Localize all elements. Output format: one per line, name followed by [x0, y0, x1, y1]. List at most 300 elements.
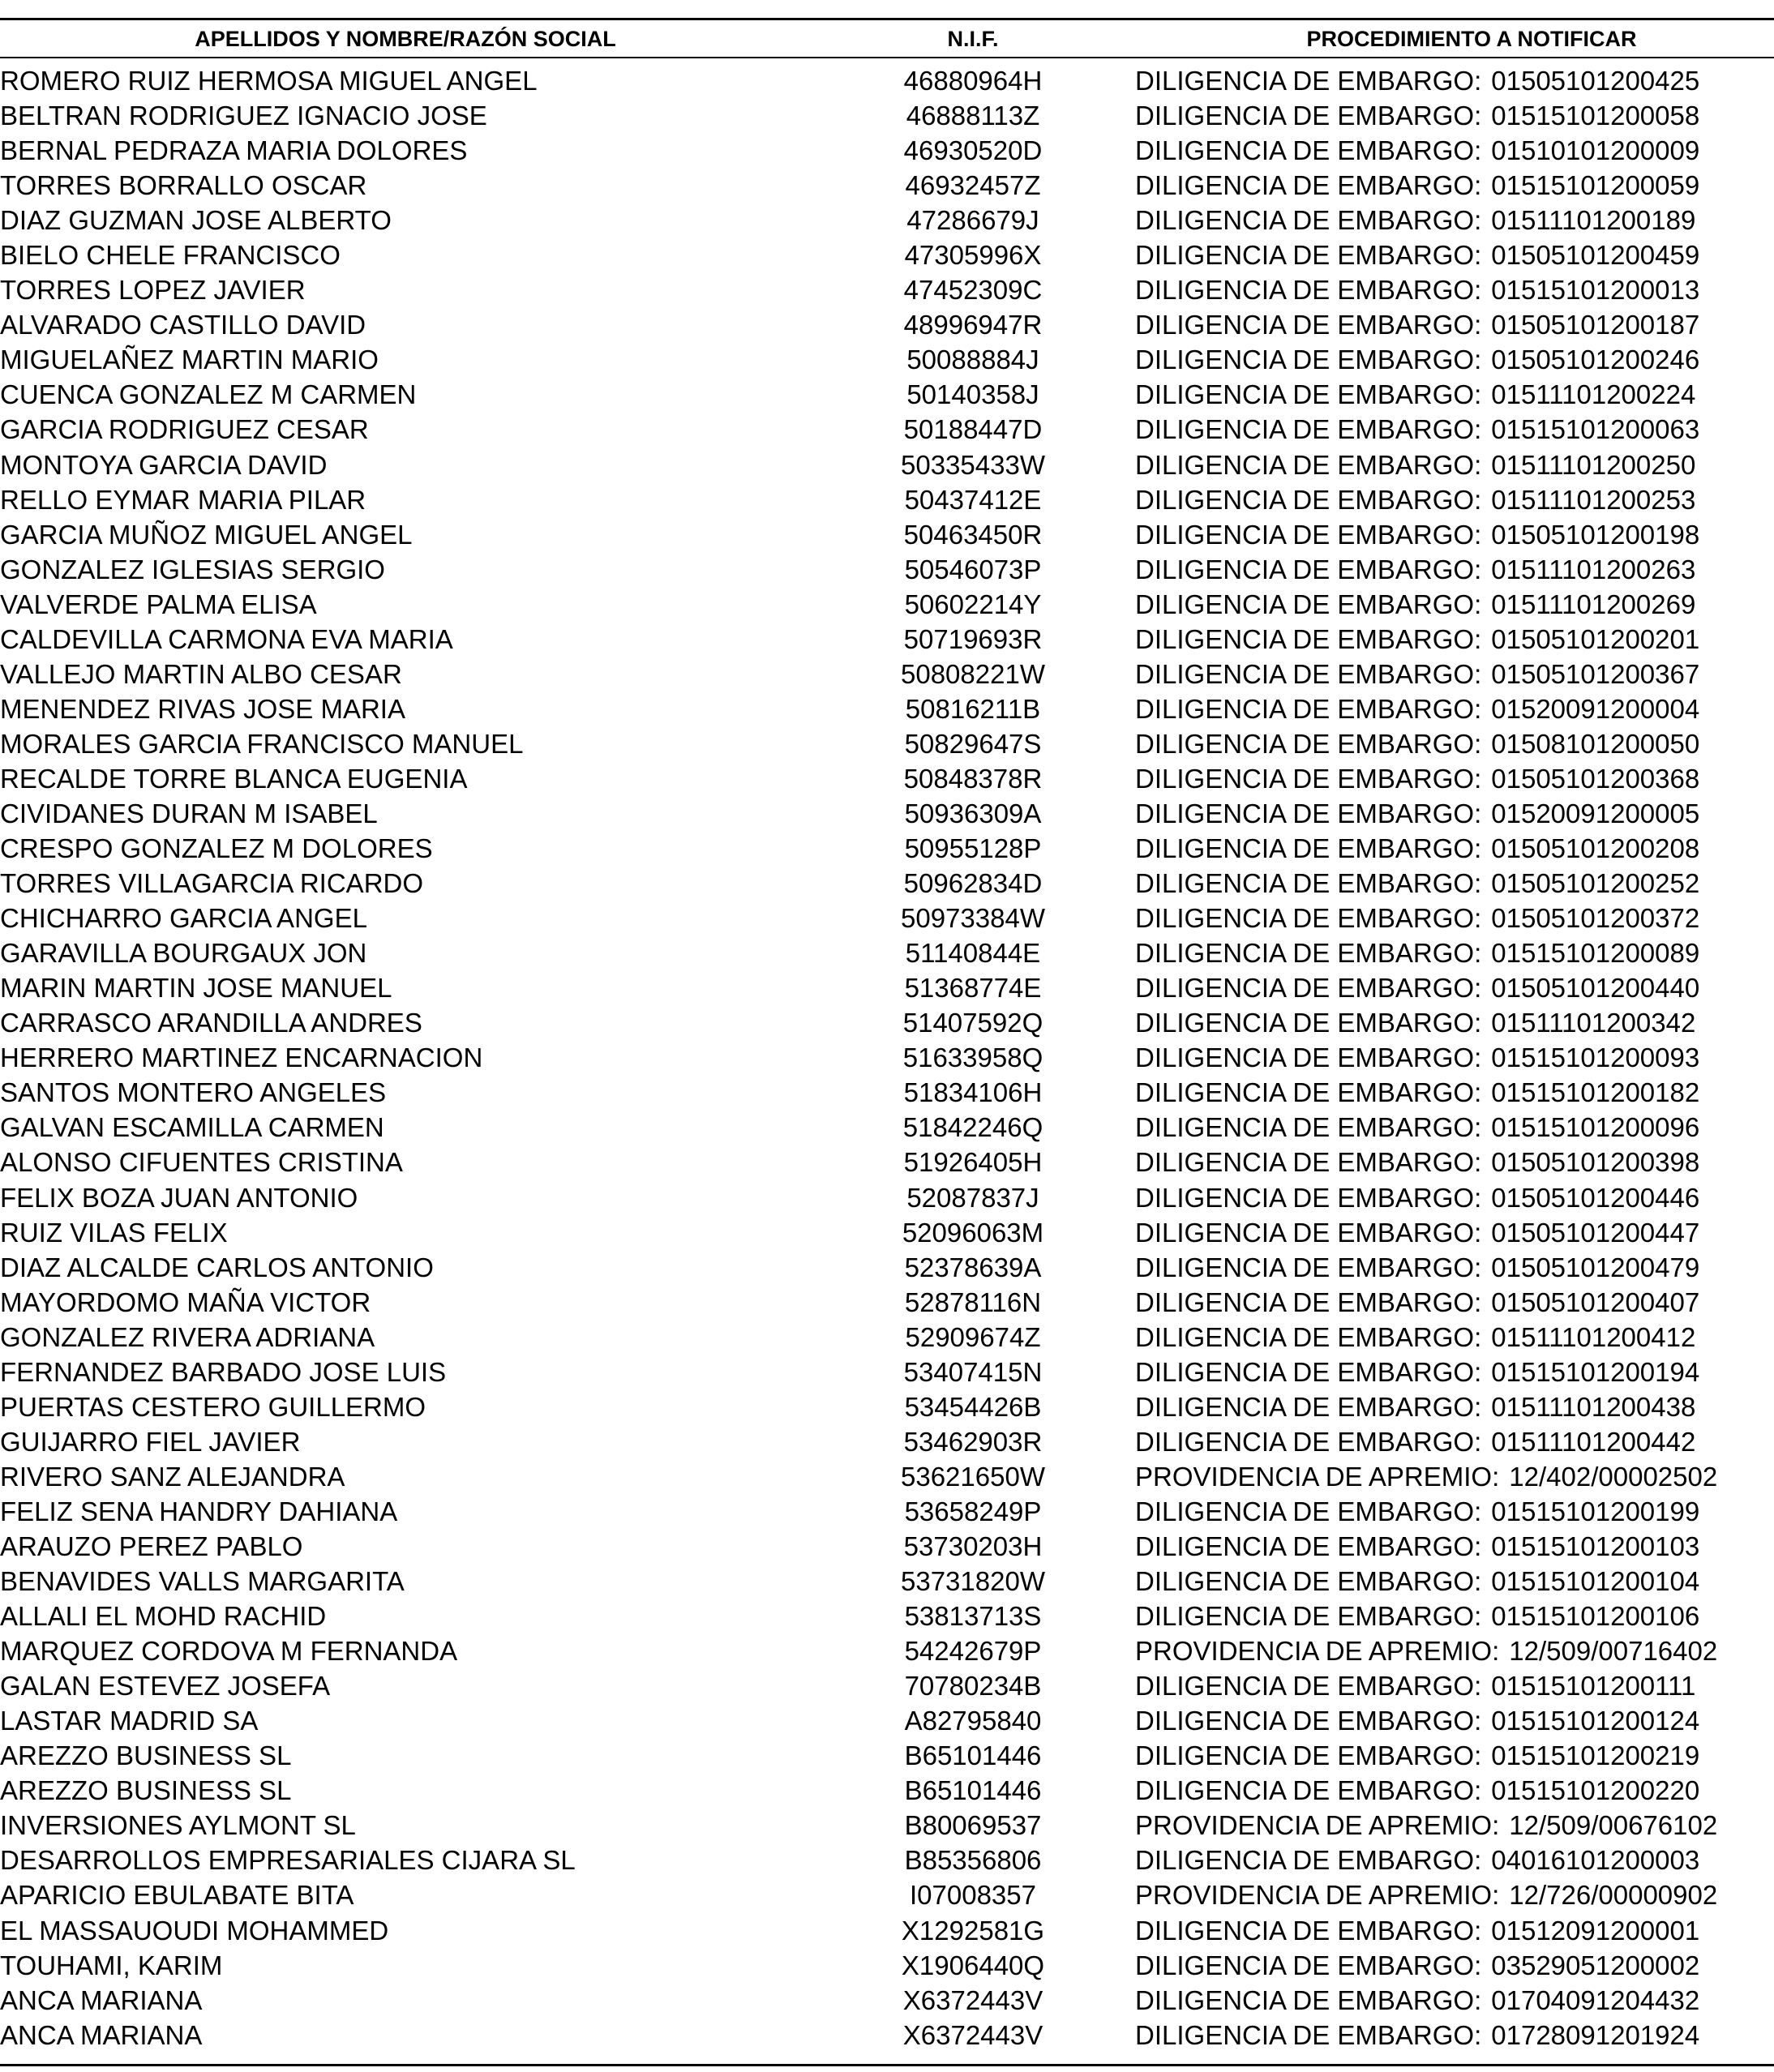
row-nif: 50829647S: [904, 728, 1042, 759]
row-name: MIGUELAÑEZ MARTIN MARIO: [0, 345, 379, 375]
row-name: VALLEJO MARTIN ALBO CESAR: [0, 658, 402, 689]
procedure-number: 01505101200252: [1491, 868, 1700, 899]
row-name: TORRES BORRALLO OSCAR: [0, 170, 367, 201]
procedure-type: DILIGENCIA DE EMBARGO:: [1135, 1915, 1482, 1946]
table-row: [0, 1355, 1774, 1389]
procedure-type: PROVIDENCIA DE APREMIO:: [1135, 1461, 1500, 1492]
procedure-type: DILIGENCIA DE EMBARGO:: [1135, 1426, 1482, 1457]
table-row: [0, 1948, 1774, 1983]
procedure-number: 01515101200111: [1491, 1671, 1696, 1702]
row-nif: A82795840: [904, 1706, 1042, 1736]
row-nif: 47305996X: [904, 240, 1042, 271]
procedure-type: DILIGENCIA DE EMBARGO:: [1135, 1740, 1482, 1771]
table-row: [0, 447, 1774, 482]
row-nif: 53407415N: [903, 1356, 1043, 1387]
row-procedure: [1135, 447, 1774, 482]
row-nif: 51633958Q: [902, 1042, 1043, 1073]
procedure-type: DILIGENCIA DE EMBARGO:: [1135, 693, 1482, 724]
row-procedure: [1135, 691, 1774, 726]
row-name: DIAZ GUZMAN JOSE ALBERTO: [0, 205, 392, 236]
row-nif: 51368774E: [904, 973, 1042, 1004]
table-row: [0, 970, 1774, 1005]
table-row: [0, 203, 1774, 238]
table-row: [0, 1180, 1774, 1215]
row-nif: 47286679J: [906, 205, 1039, 236]
row-nif: 48996947R: [903, 310, 1043, 340]
procedure-type: DILIGENCIA DE EMBARGO:: [1135, 589, 1482, 619]
row-procedure: [1135, 238, 1774, 272]
row-procedure: [1135, 1075, 1774, 1110]
procedure-number: 01511101200250: [1491, 449, 1696, 480]
table-row: [0, 2018, 1774, 2053]
procedure-number: 03529051200002: [1491, 1950, 1700, 1980]
row-name: GALAN ESTEVEZ JOSEFA: [0, 1671, 331, 1702]
row-procedure: [1135, 203, 1774, 238]
row-name: PUERTAS CESTERO GUILLERMO: [0, 1391, 426, 1422]
procedure-number: 01505101200440: [1491, 973, 1700, 1004]
procedure-type: DILIGENCIA DE EMBARGO:: [1135, 1391, 1482, 1422]
procedure-number: 01511101200412: [1491, 1321, 1696, 1352]
procedure-number: 01511101200253: [1491, 484, 1696, 515]
procedure-type: DILIGENCIA DE EMBARGO:: [1135, 938, 1482, 969]
procedure-number: 01515101200089: [1491, 938, 1700, 969]
row-nif: 51926405H: [903, 1147, 1043, 1178]
procedure-type: DILIGENCIA DE EMBARGO:: [1135, 414, 1482, 445]
procedure-number: 01515101200220: [1491, 1775, 1700, 1806]
procedure-number: 12/726/00000902: [1509, 1880, 1718, 1911]
row-procedure: [1135, 377, 1774, 412]
table-row: [0, 726, 1774, 761]
row-nif: 51834106H: [903, 1077, 1043, 1108]
row-name: CIVIDANES DURAN M ISABEL: [0, 798, 378, 828]
row-procedure: [1135, 307, 1774, 342]
procedure-number: 01512091200001: [1491, 1915, 1700, 1946]
row-name: MONTOYA GARCIA DAVID: [0, 449, 328, 480]
procedure-number: 01515101200096: [1491, 1112, 1700, 1143]
table-row: [0, 1668, 1774, 1703]
row-nif: 70780234B: [904, 1671, 1042, 1702]
table-row: [0, 1320, 1774, 1355]
table-row: [0, 935, 1774, 970]
table-row: [0, 1564, 1774, 1599]
procedure-number: 01505101200407: [1491, 1286, 1700, 1317]
row-procedure: [1135, 901, 1774, 935]
table-row: [0, 587, 1774, 622]
row-name: GONZALEZ RIVERA ADRIANA: [0, 1321, 375, 1352]
row-nif: 52878116N: [904, 1286, 1042, 1317]
row-name: ALLALI EL MOHD RACHID: [0, 1601, 327, 1632]
row-procedure: [1135, 1633, 1774, 1668]
procedure-number: 01515101200063: [1491, 414, 1700, 445]
table-row: [0, 1529, 1774, 1564]
procedure-number: 04016101200003: [1491, 1845, 1700, 1876]
row-name: MARQUEZ CORDOVA M FERNANDA: [0, 1636, 458, 1667]
row-procedure: [1135, 1599, 1774, 1633]
table-row: [0, 1040, 1774, 1075]
table-row: [0, 1738, 1774, 1773]
procedure-number: 01520091200004: [1491, 693, 1700, 724]
row-nif: I07008357: [910, 1880, 1036, 1911]
table-row: [0, 1983, 1774, 2018]
procedure-number: 12/402/00002502: [1509, 1461, 1718, 1492]
table-row: [0, 1145, 1774, 1179]
notification-table: [0, 63, 1774, 2053]
table-row: [0, 1075, 1774, 1110]
procedure-number: 01520091200005: [1491, 798, 1700, 828]
row-name: TORRES LOPEZ JAVIER: [0, 275, 306, 306]
row-procedure: [1135, 1564, 1774, 1599]
row-name: RIVERO SANZ ALEJANDRA: [0, 1461, 345, 1492]
procedure-type: DILIGENCIA DE EMBARGO:: [1135, 1775, 1482, 1806]
procedure-number: 01505101200446: [1491, 1182, 1700, 1213]
procedure-type: DILIGENCIA DE EMBARGO:: [1135, 1182, 1482, 1213]
row-procedure: [1135, 1773, 1774, 1808]
row-procedure: [1135, 866, 1774, 901]
procedure-type: PROVIDENCIA DE APREMIO:: [1135, 1880, 1500, 1911]
row-nif: 52087837J: [906, 1182, 1039, 1213]
row-procedure: [1135, 1983, 1774, 2018]
row-nif: 46932457Z: [905, 170, 1041, 201]
row-nif: B85356806: [904, 1845, 1042, 1876]
procedure-number: 01515101200124: [1491, 1706, 1700, 1736]
procedure-type: DILIGENCIA DE EMBARGO:: [1135, 623, 1482, 654]
procedure-number: 01505101200208: [1491, 833, 1700, 864]
column-header-nif: N.I.F.: [947, 27, 999, 51]
row-procedure: [1135, 1250, 1774, 1285]
row-name: SANTOS MONTERO ANGELES: [0, 1077, 387, 1108]
row-nif: 53462903R: [903, 1426, 1043, 1457]
table-row: [0, 517, 1774, 552]
row-procedure: [1135, 1843, 1774, 1877]
row-name: GUIJARRO FIEL JAVIER: [0, 1426, 301, 1457]
procedure-type: DILIGENCIA DE EMBARGO:: [1135, 973, 1482, 1004]
procedure-type: DILIGENCIA DE EMBARGO:: [1135, 1252, 1482, 1282]
table-row: [0, 657, 1774, 691]
row-procedure: [1135, 1494, 1774, 1529]
procedure-number: 01515101200059: [1491, 170, 1700, 201]
row-nif: 50463450R: [903, 519, 1043, 550]
row-name: TOUHAMI, KARIM: [0, 1950, 223, 1980]
row-name: ALONSO CIFUENTES CRISTINA: [0, 1147, 403, 1178]
bottom-rule: [0, 2064, 1774, 2066]
row-name: MENENDEZ RIVAS JOSE MARIA: [0, 693, 405, 724]
table-row: [0, 1005, 1774, 1040]
row-nif: 50973384W: [901, 903, 1045, 934]
procedure-number: 01515101200194: [1491, 1356, 1700, 1387]
row-procedure: [1135, 1320, 1774, 1355]
row-procedure: [1135, 98, 1774, 133]
procedure-type: DILIGENCIA DE EMBARGO:: [1135, 1671, 1482, 1702]
row-procedure: [1135, 622, 1774, 657]
table-row: [0, 1215, 1774, 1250]
row-procedure: [1135, 552, 1774, 587]
row-name: FELIX BOZA JUAN ANTONIO: [0, 1182, 358, 1213]
row-procedure: [1135, 2018, 1774, 2053]
procedure-number: 01505101200198: [1491, 519, 1700, 550]
row-procedure: [1135, 517, 1774, 552]
row-name: CRESPO GONZALEZ M DOLORES: [0, 833, 433, 864]
row-nif: 53730203H: [903, 1530, 1043, 1561]
table-row: [0, 1633, 1774, 1668]
table-row: [0, 552, 1774, 587]
row-nif: 50335433W: [901, 449, 1045, 480]
row-nif: 50816211B: [905, 693, 1041, 724]
procedure-type: DILIGENCIA DE EMBARGO:: [1135, 1042, 1482, 1073]
row-name: RUIZ VILAS FELIX: [0, 1217, 228, 1248]
row-nif: B80069537: [904, 1810, 1042, 1841]
row-procedure: [1135, 482, 1774, 517]
row-procedure: [1135, 796, 1774, 831]
row-name: GONZALEZ IGLESIAS SERGIO: [0, 554, 385, 584]
row-procedure: [1135, 1668, 1774, 1703]
column-header-procedure: PROCEDIMIENTO A NOTIFICAR: [1306, 27, 1637, 51]
procedure-number: 01505101200246: [1491, 345, 1700, 375]
row-name: ANCA MARIANA: [0, 2019, 203, 2050]
row-procedure: [1135, 168, 1774, 203]
row-name: AREZZO BUSINESS SL: [0, 1740, 292, 1771]
row-procedure: [1135, 342, 1774, 377]
row-procedure: [1135, 657, 1774, 691]
procedure-number: 01505101200368: [1491, 763, 1700, 794]
procedure-number: 01505101200447: [1491, 1217, 1700, 1248]
table-row: [0, 1285, 1774, 1320]
row-nif: X1292581G: [901, 1915, 1045, 1946]
procedure-type: DILIGENCIA DE EMBARGO:: [1135, 1147, 1482, 1178]
row-nif: 52909674Z: [905, 1321, 1041, 1352]
table-row: [0, 98, 1774, 133]
row-name: EL MASSAUOUDI MOHAMMED: [0, 1915, 389, 1946]
row-nif: 50188447D: [903, 414, 1043, 445]
row-name: ALVARADO CASTILLO DAVID: [0, 310, 366, 340]
procedure-type: DILIGENCIA DE EMBARGO:: [1135, 101, 1482, 131]
procedure-number: 01505101200398: [1491, 1147, 1700, 1178]
row-procedure: [1135, 1529, 1774, 1564]
procedure-type: DILIGENCIA DE EMBARGO:: [1135, 379, 1482, 410]
row-nif: 52096063M: [902, 1217, 1044, 1248]
header-rule: [0, 57, 1774, 58]
table-row: [0, 1424, 1774, 1459]
row-nif: 50602214Y: [904, 589, 1042, 619]
row-nif: X6372443V: [902, 2019, 1043, 2050]
procedure-number: 01515101200103: [1491, 1530, 1700, 1561]
procedure-type: DILIGENCIA DE EMBARGO:: [1135, 1601, 1482, 1632]
procedure-number: 01704091204432: [1491, 1984, 1700, 2015]
procedure-type: DILIGENCIA DE EMBARGO:: [1135, 449, 1482, 480]
row-name: GARAVILLA BOURGAUX JON: [0, 938, 367, 969]
row-nif: 51407592Q: [902, 1008, 1043, 1038]
row-name: CALDEVILLA CARMONA EVA MARIA: [0, 623, 453, 654]
procedure-type: DILIGENCIA DE EMBARGO:: [1135, 1356, 1482, 1387]
table-row: [0, 622, 1774, 657]
procedure-number: 01515101200106: [1491, 1601, 1700, 1632]
row-nif: 46888113Z: [906, 101, 1040, 131]
row-name: ANCA MARIANA: [0, 1984, 203, 2015]
column-header-name: APELLIDOS Y NOMBRE/RAZÓN SOCIAL: [195, 27, 616, 51]
procedure-type: DILIGENCIA DE EMBARGO:: [1135, 2019, 1482, 2050]
row-nif: 47452309C: [903, 275, 1043, 306]
table-row: [0, 342, 1774, 377]
table-body: [0, 63, 1774, 2053]
row-name: FELIZ SENA HANDRY DAHIANA: [0, 1496, 398, 1526]
procedure-type: DILIGENCIA DE EMBARGO:: [1135, 1008, 1482, 1038]
procedure-number: 01515101200199: [1491, 1496, 1700, 1526]
row-name: BENAVIDES VALLS MARGARITA: [0, 1566, 405, 1597]
table-row: [0, 866, 1774, 901]
procedure-type: DILIGENCIA DE EMBARGO:: [1135, 728, 1482, 759]
procedure-type: DILIGENCIA DE EMBARGO:: [1135, 1530, 1482, 1561]
procedure-type: PROVIDENCIA DE APREMIO:: [1135, 1810, 1500, 1841]
procedure-number: 01515101200093: [1491, 1042, 1700, 1073]
row-name: TORRES VILLAGARCIA RICARDO: [0, 868, 424, 899]
row-procedure: [1135, 272, 1774, 307]
row-nif: 50546073P: [904, 554, 1042, 584]
row-name: BIELO CHELE FRANCISCO: [0, 240, 341, 271]
row-name: DIAZ ALCALDE CARLOS ANTONIO: [0, 1252, 434, 1282]
procedure-type: DILIGENCIA DE EMBARGO:: [1135, 1496, 1482, 1526]
row-nif: 50848378R: [903, 763, 1043, 794]
row-procedure: [1135, 1285, 1774, 1320]
table-row: [0, 238, 1774, 272]
procedure-type: DILIGENCIA DE EMBARGO:: [1135, 1077, 1482, 1108]
procedure-type: DILIGENCIA DE EMBARGO:: [1135, 1566, 1482, 1597]
procedure-number: 01505101200187: [1491, 310, 1700, 340]
procedure-number: 01505101200372: [1491, 903, 1700, 934]
table-row: [0, 307, 1774, 342]
procedure-type: DILIGENCIA DE EMBARGO:: [1135, 763, 1482, 794]
row-procedure: [1135, 1355, 1774, 1389]
row-nif: 50962834D: [903, 868, 1043, 899]
row-nif: 50088884J: [906, 345, 1039, 375]
row-procedure: [1135, 1703, 1774, 1738]
procedure-number: 01515101200104: [1491, 1566, 1700, 1597]
row-nif: 53731820W: [901, 1566, 1045, 1597]
row-nif: 50140358J: [906, 379, 1039, 410]
row-procedure: [1135, 412, 1774, 447]
table-row: [0, 63, 1774, 98]
table-row: [0, 761, 1774, 796]
procedure-number: 01505101200367: [1491, 658, 1700, 689]
row-procedure: [1135, 133, 1774, 168]
table-row: [0, 1773, 1774, 1808]
procedure-type: DILIGENCIA DE EMBARGO:: [1135, 1984, 1482, 2015]
procedure-number: 01510101200009: [1491, 135, 1700, 166]
procedure-type: DILIGENCIA DE EMBARGO:: [1135, 1112, 1482, 1143]
table-row: [0, 1494, 1774, 1529]
row-name: INVERSIONES AYLMONT SL: [0, 1810, 356, 1841]
procedure-type: DILIGENCIA DE EMBARGO:: [1135, 310, 1482, 340]
table-row: [0, 133, 1774, 168]
row-nif: 51842246Q: [902, 1112, 1043, 1143]
table-row: [0, 272, 1774, 307]
procedure-type: DILIGENCIA DE EMBARGO:: [1135, 833, 1482, 864]
row-procedure: [1135, 63, 1774, 98]
row-nif: 53813713S: [904, 1601, 1042, 1632]
row-name: GALVAN ESCAMILLA CARMEN: [0, 1112, 384, 1143]
row-name: HERRERO MARTINEZ ENCARNACION: [0, 1042, 483, 1073]
row-name: LASTAR MADRID SA: [0, 1706, 259, 1736]
table-row: [0, 1459, 1774, 1494]
table-row: [0, 1110, 1774, 1145]
row-nif: 50955128P: [904, 833, 1042, 864]
table-row: [0, 482, 1774, 517]
row-procedure: [1135, 935, 1774, 970]
row-name: APARICIO EBULABATE BITA: [0, 1880, 354, 1911]
procedure-type: DILIGENCIA DE EMBARGO:: [1135, 554, 1482, 584]
row-procedure: [1135, 1389, 1774, 1424]
procedure-number: 01505101200201: [1491, 623, 1700, 654]
row-name: ROMERO RUIZ HERMOSA MIGUEL ANGEL: [0, 66, 538, 96]
row-name: VALVERDE PALMA ELISA: [0, 589, 317, 619]
row-procedure: [1135, 1459, 1774, 1494]
top-rule: [0, 18, 1774, 20]
table-row: [0, 1912, 1774, 1947]
procedure-number: 01511101200438: [1491, 1391, 1696, 1422]
row-procedure: [1135, 761, 1774, 796]
procedure-type: DILIGENCIA DE EMBARGO:: [1135, 275, 1482, 306]
procedure-type: DILIGENCIA DE EMBARGO:: [1135, 1706, 1482, 1736]
row-procedure: [1135, 1948, 1774, 1983]
procedure-type: DILIGENCIA DE EMBARGO:: [1135, 135, 1482, 166]
row-procedure: [1135, 1145, 1774, 1179]
row-nif: 50719693R: [903, 623, 1043, 654]
row-name: MORALES GARCIA FRANCISCO MANUEL: [0, 728, 524, 759]
procedure-number: 01515101200182: [1491, 1077, 1700, 1108]
table-row: [0, 1703, 1774, 1738]
row-name: CARRASCO ARANDILLA ANDRES: [0, 1008, 422, 1038]
procedure-type: DILIGENCIA DE EMBARGO:: [1135, 1286, 1482, 1317]
procedure-type: DILIGENCIA DE EMBARGO:: [1135, 170, 1482, 201]
row-procedure: [1135, 1912, 1774, 1947]
procedure-type: DILIGENCIA DE EMBARGO:: [1135, 903, 1482, 934]
row-name: CUENCA GONZALEZ M CARMEN: [0, 379, 417, 410]
row-procedure: [1135, 1110, 1774, 1145]
row-name: GARCIA MUÑOZ MIGUEL ANGEL: [0, 519, 413, 550]
row-nif: 46930520D: [903, 135, 1043, 166]
procedure-type: DILIGENCIA DE EMBARGO:: [1135, 519, 1482, 550]
row-name: GARCIA RODRIGUEZ CESAR: [0, 414, 369, 445]
row-name: MARIN MARTIN JOSE MANUEL: [0, 973, 392, 1004]
row-procedure: [1135, 587, 1774, 622]
row-name: ARAUZO PEREZ PABLO: [0, 1530, 303, 1561]
procedure-type: DILIGENCIA DE EMBARGO:: [1135, 658, 1482, 689]
procedure-number: 01505101200459: [1491, 240, 1700, 271]
row-procedure: [1135, 1424, 1774, 1459]
row-name: FERNANDEZ BARBADO JOSE LUIS: [0, 1356, 447, 1387]
row-procedure: [1135, 1215, 1774, 1250]
table-row: [0, 1877, 1774, 1912]
procedure-type: DILIGENCIA DE EMBARGO:: [1135, 868, 1482, 899]
row-nif: 50437412E: [904, 484, 1042, 515]
row-name: CHICHARRO GARCIA ANGEL: [0, 903, 367, 934]
procedure-number: 01515101200058: [1491, 101, 1700, 131]
row-nif: X1906440Q: [901, 1950, 1045, 1980]
table-row: [0, 377, 1774, 412]
table-row: [0, 1808, 1774, 1843]
procedure-type: DILIGENCIA DE EMBARGO:: [1135, 205, 1482, 236]
procedure-type: DILIGENCIA DE EMBARGO:: [1135, 1217, 1482, 1248]
procedure-number: 01511101200263: [1491, 554, 1696, 584]
procedure-number: 01511101200269: [1491, 589, 1696, 619]
row-nif: 53658249P: [904, 1496, 1042, 1526]
table-row: [0, 1843, 1774, 1877]
row-nif: X6372443V: [902, 1984, 1043, 2015]
procedure-number: 12/509/00676102: [1509, 1810, 1718, 1841]
row-name: AREZZO BUSINESS SL: [0, 1775, 292, 1806]
procedure-number: 01511101200342: [1491, 1008, 1696, 1038]
row-procedure: [1135, 1180, 1774, 1215]
row-nif: 51140844E: [905, 938, 1041, 969]
row-procedure: [1135, 1738, 1774, 1773]
